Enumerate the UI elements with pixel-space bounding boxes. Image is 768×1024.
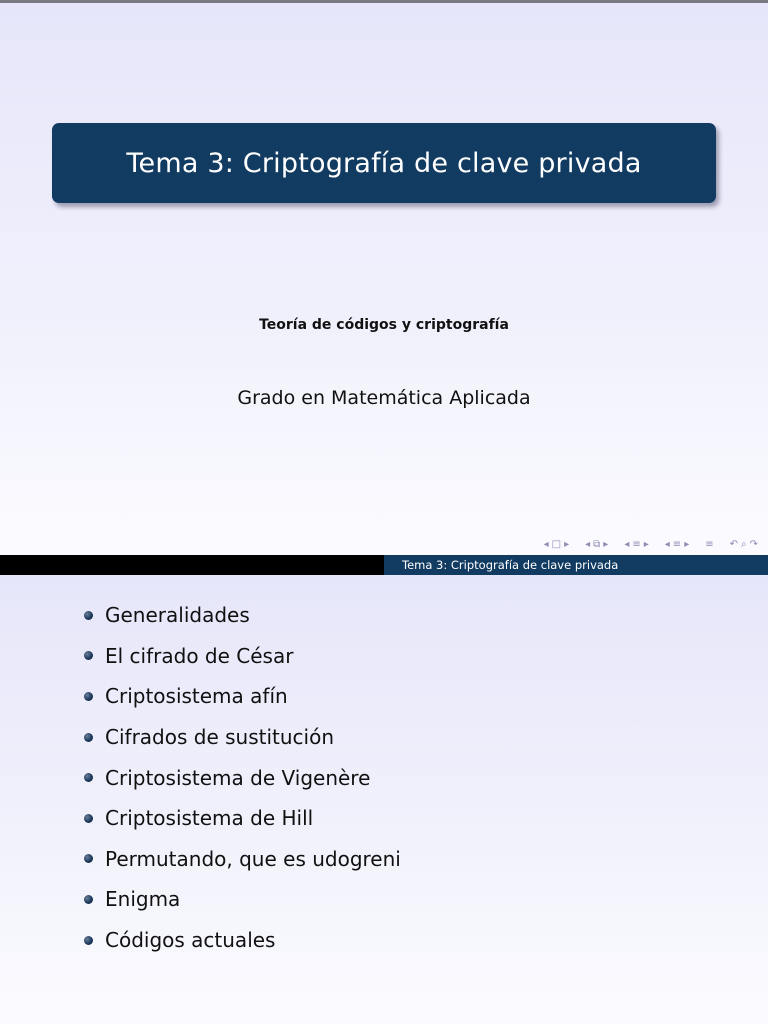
bullet-icon xyxy=(84,733,93,742)
document-icon[interactable]: ≡ xyxy=(705,539,714,550)
prev-frame-icon[interactable]: ◂ xyxy=(543,539,549,550)
bullet-icon xyxy=(84,651,93,660)
list-item xyxy=(84,839,401,880)
list-item xyxy=(84,717,401,758)
list-item xyxy=(84,636,401,677)
next-part-icon[interactable]: ▸ xyxy=(684,539,690,550)
list-item xyxy=(84,798,401,839)
bullet-icon xyxy=(84,895,93,904)
bullet-icon xyxy=(84,611,93,620)
list-item-label: Cifrados de sustitución xyxy=(105,725,335,750)
list-item-label: Criptosistema afín xyxy=(105,684,288,709)
prev-subsection-icon[interactable]: ◂ xyxy=(585,539,591,550)
next-frame-icon[interactable]: ▸ xyxy=(564,539,570,550)
prev-part-icon[interactable]: ◂ xyxy=(664,539,670,550)
bullet-icon xyxy=(84,773,93,782)
headline-title xyxy=(384,555,768,575)
list-item-label: Generalidades xyxy=(105,603,250,628)
presentation-subtitle: Teoría de códigos y criptografía xyxy=(259,317,509,333)
navigation-bar xyxy=(544,538,758,552)
presentation-institute: Grado en Matemática Aplicada xyxy=(237,387,531,409)
next-subsection-icon[interactable]: ▸ xyxy=(603,539,609,550)
headline-bar xyxy=(0,555,768,575)
outline-slide xyxy=(0,575,768,1024)
search-icon[interactable]: ⌕ xyxy=(741,539,747,550)
list-item xyxy=(84,595,401,636)
section-icon[interactable]: ≡ xyxy=(632,539,641,550)
next-section-icon[interactable]: ▸ xyxy=(643,539,649,550)
bullet-icon xyxy=(84,936,93,945)
list-item-label: Criptosistema de Vigenère xyxy=(105,765,371,790)
list-item-label: Enigma xyxy=(105,887,181,912)
list-item xyxy=(84,757,401,798)
subsection-icon[interactable]: ⧉ xyxy=(593,539,601,550)
presentation-title: Tema 3: Criptografía de clave privada xyxy=(126,147,642,179)
outline-list xyxy=(84,595,401,960)
bullet-icon xyxy=(84,692,93,701)
frame-icon[interactable]: □ xyxy=(551,539,562,550)
forward-icon[interactable]: ↷ xyxy=(749,539,758,550)
bullet-icon xyxy=(84,854,93,863)
prev-section-icon[interactable]: ◂ xyxy=(624,539,630,550)
headline-title-text: Tema 3: Criptografía de clave privada xyxy=(402,558,619,572)
part-icon[interactable]: ≡ xyxy=(672,539,682,550)
title-box xyxy=(52,123,716,203)
list-item xyxy=(84,920,401,961)
back-icon[interactable]: ↶ xyxy=(729,539,738,550)
list-item-label: Códigos actuales xyxy=(105,928,276,953)
list-item xyxy=(84,676,401,717)
list-item-label: Criptosistema de Hill xyxy=(105,806,314,831)
list-item-label: Permutando, que es udogreni xyxy=(105,846,401,871)
bullet-icon xyxy=(84,814,93,823)
list-item-label: El cifrado de César xyxy=(105,643,294,668)
list-item xyxy=(84,879,401,920)
